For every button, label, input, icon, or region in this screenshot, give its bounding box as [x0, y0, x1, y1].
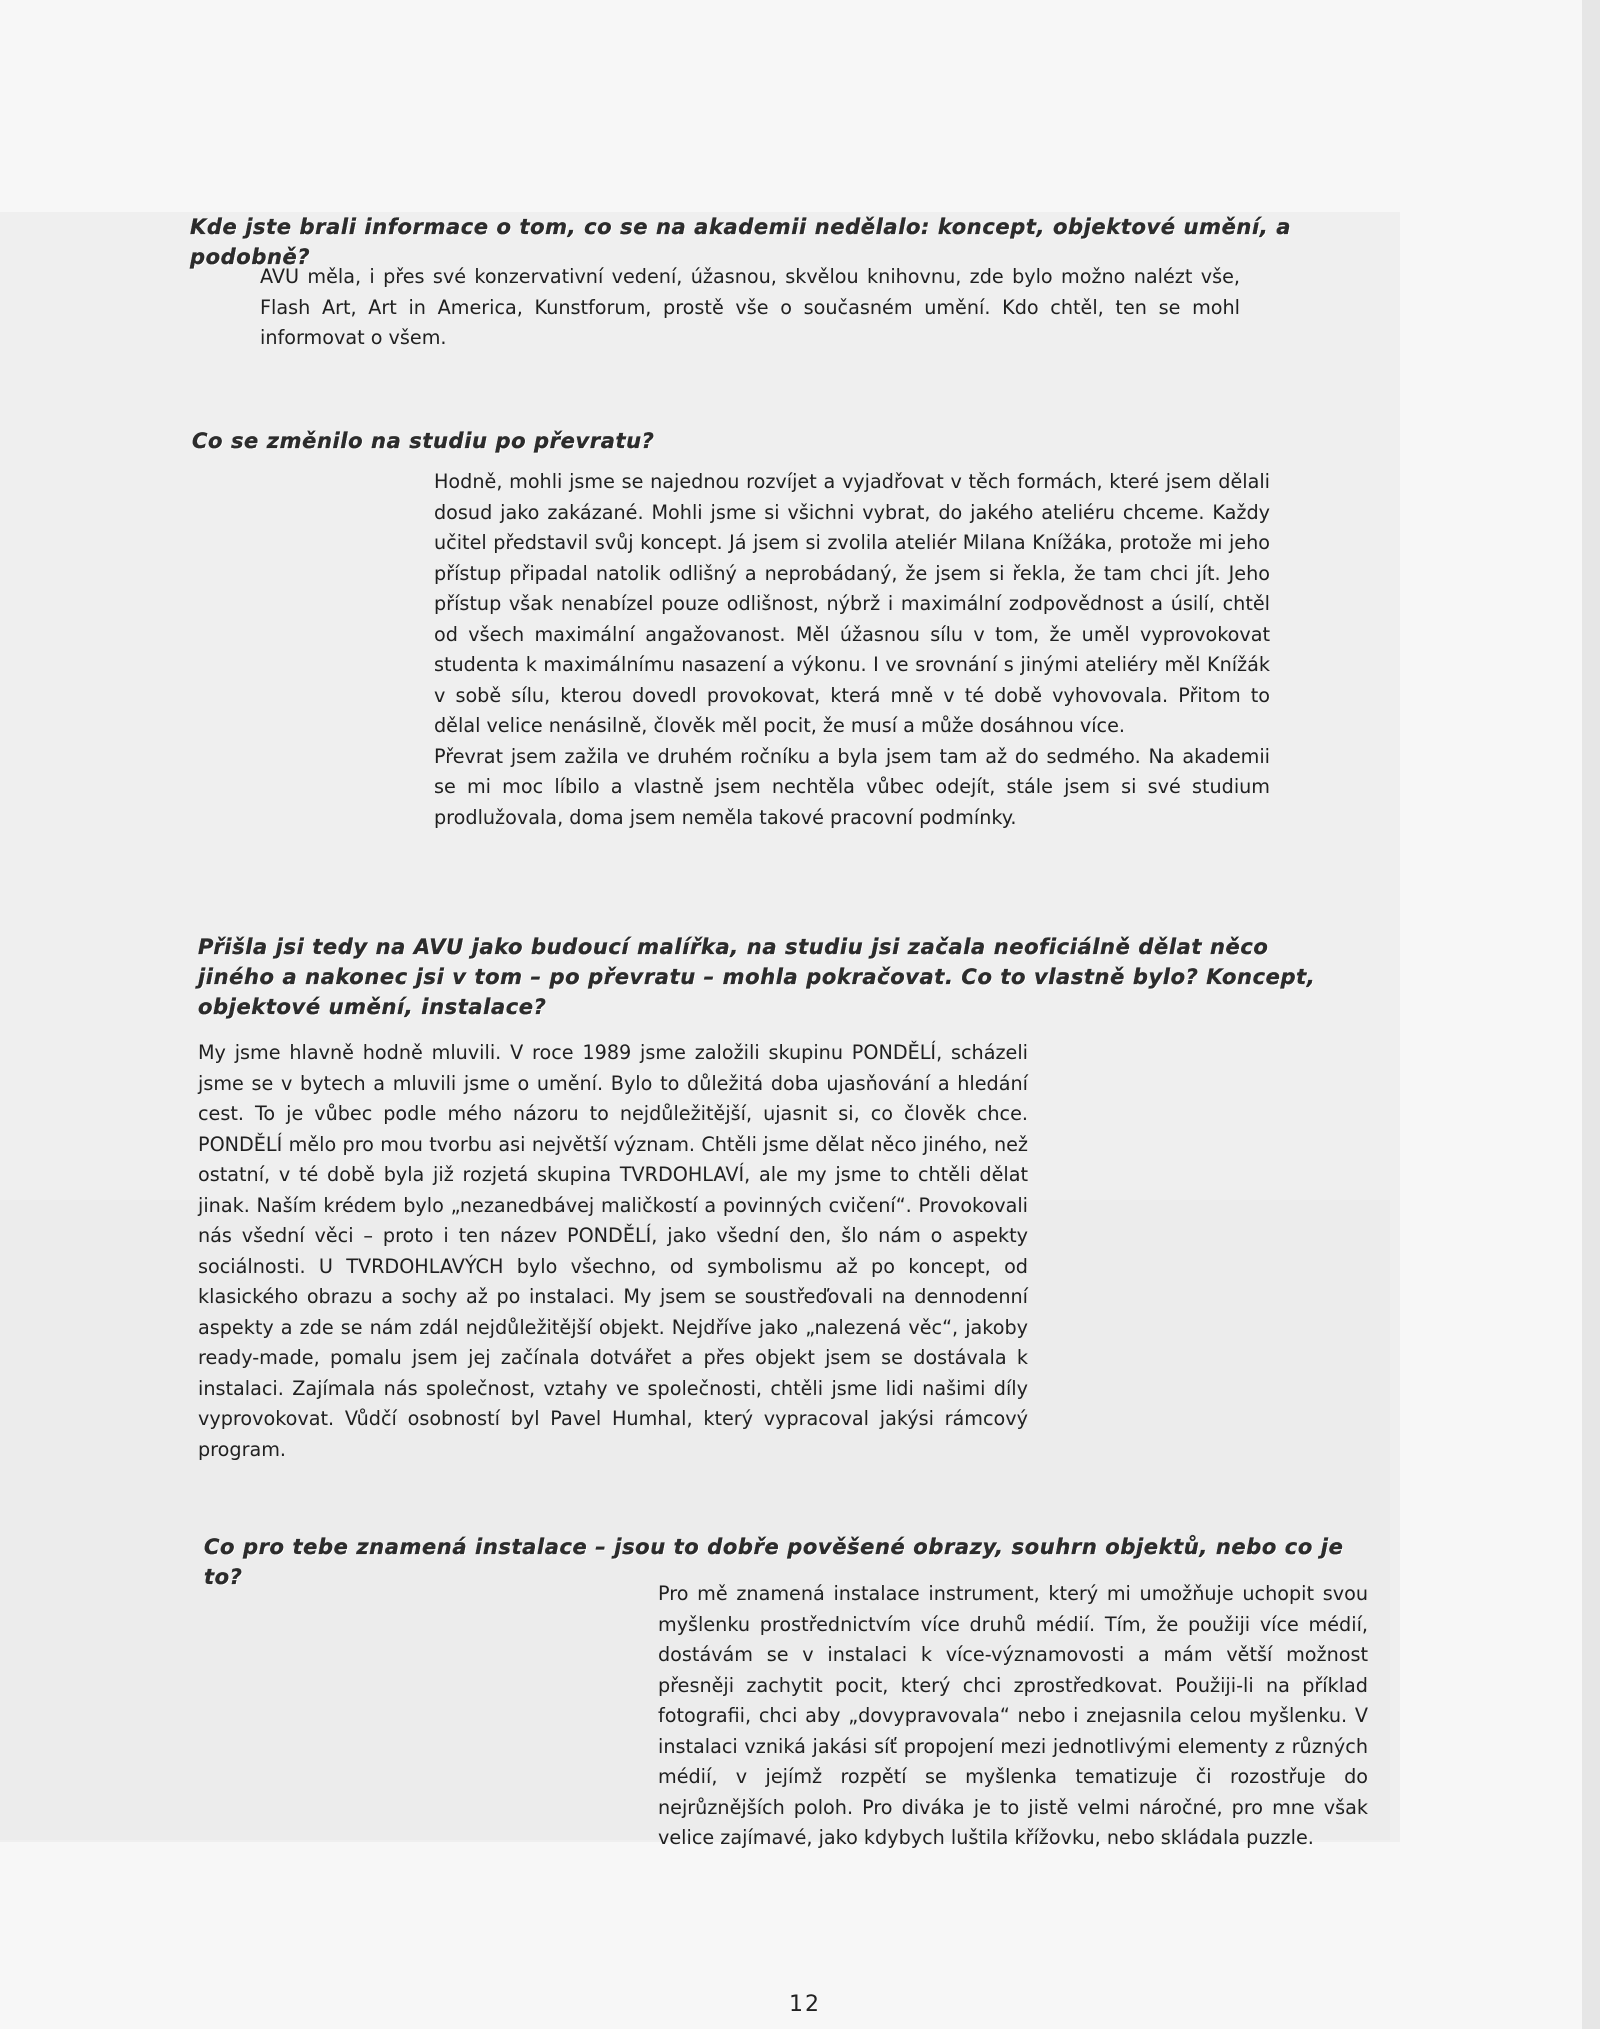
answer-3: My jsme hlavně hodně mluvili. V roce 1989 jsme založili skupinu PONDĚLÍ, scházeli jsme se v bytech a mluvili jsme o umění. Bylo to důležitá doba ujasňování a hledání cest. To je vůbec podle mého názoru to nejdůležitější, ujasnit si, co člověk chce. PONDĚLÍ mělo pro mou tvorbu asi největší význam. Chtěli jsme dělat něco jiného, než ostatní, v té době byla již rozjetá skupina TVRDOHLAVÍ, ale my jsme to chtěli dělat jinak. Naším krédem bylo „nezanedbávej maličkostí a povinných cvičení“. Provokovali nás všední věci – proto i ten název PONDĚLÍ, jako všední den, šlo nám o aspekty sociálnosti. U TVRDOHLAVÝCH bylo všechno, od symbolismu až po koncept, od klasického obrazu a sochy až po instalaci. My jsem se soustřeďovali na dennodenní aspekty a zde se nám zdál nejdůležitější objekt. Nejdříve jako „nalezená věc“, jakoby ready-made, pomalu jsem jej začínala dotvářet a přes objekt jsem se dostávala k instalaci. Zajímala nás společnost, vztahy ve společnosti, chtěli jsme lidi našimi díly vyprovokovat. Vůdčí osobností byl Pavel Humhal, který vypracoval jakýsi rámcový program. — [198, 1041, 1028, 1461]
answer-1: AVU měla, i přes své konzervativní vedení, úžasnou, skvělou knihovnu, zde bylo možno nalézt vše, Flash Art, Art in America, Kunstforum, prostě vše o současném umění. Kdo chtěl, ten se mohl informovat o všem. — [260, 265, 1240, 349]
question-1: Kde jste brali informace o tom, co se na akademii nedělalo: koncept, objektové umění, a podobně? — [190, 215, 1292, 269]
page-edge — [1582, 0, 1600, 2029]
page-number: 12 — [789, 1992, 821, 2017]
question-2: Co se změnilo na studiu po převratu? — [192, 429, 655, 453]
question-3: Přišla jsi tedy na AVU jako budoucí malířka, na studiu jsi začala neoficiálně dělat něco jiného a nakonec jsi v tom – po převratu – mohla pokračovat. Co to vlastně bylo? Koncept, objektové umění, instalace? — [198, 935, 1316, 1019]
answer-2-paragraph-2: Převrat jsem zažila ve druhém ročníku a byla jsem tam až do sedmého. Na akademii se mi moc líbilo a vlastně jsem nechtěla vůbec odejít, stále jsem si své studium prodlužovala, doma jsem neměla takové pracovní podmínky. — [434, 744, 1270, 829]
answer-4: Pro mě znamená instalace instrument, který mi umožňuje uchopit svou myšlenku prostřednictvím více druhů médií. Tím, že použiji více médií, dostávám se v instalaci k více-významovosti a mám větší možnost přesněji zachytit pocit, který chci zprostředkovat. Použiji-li na příklad fotografii, chci aby „dovypravovala“ nebo i znejasnila celou myšlenku. V instalaci vzniká jakási síť propojení mezi jednotlivými elementy z různých médií, v jejímž rozpětí se myšlenka tematizuje či rozostřuje do nejrůznějších poloh. Pro diváka je to jistě velmi náročné, pro mne však velice zajímavé, jako kdybych luštila křížovku, nebo skládala puzzle. — [658, 1582, 1368, 1849]
answer-2-paragraph-1: Hodně, mohli jsme se najednou rozvíjet a vyjadřovat v těch formách, které jsem dělali dosud jako zakázané. Mohli jsme si všichni vybrat, do jakého ateliéru chceme. Každy učitel představil svůj koncept. Já jsem si zvolila ateliér Milana Knížáka, protože mi jeho přístup připadal natolik odlišný a neprobádaný, že jsem si řekla, že tam chci jít. Jeho přístup však nenabízel pouze odlišnost, nýbrž i maximální zodpovědnost a úsilí, chtěl od všech maximální angažovanost. Měl úžasnou sílu v tom, že uměl vyprovokovat studenta k maximálnímu nasazení a výkonu. I ve srovnání s jinými ateliéry měl Knížák v sobě sílu, kterou dovedl provokovat, která mně v té době vyhovovala. Přitom to dělal velice nenásilně, člověk měl pocit, že musí a může dosáhnou více. — [434, 470, 1270, 737]
answer-2 — [434, 467, 1270, 833]
question-4: Co pro tebe znamená instalace – jsou to dobře pověšené obrazy, souhrn objektů, nebo co je to? — [204, 1535, 1344, 1589]
